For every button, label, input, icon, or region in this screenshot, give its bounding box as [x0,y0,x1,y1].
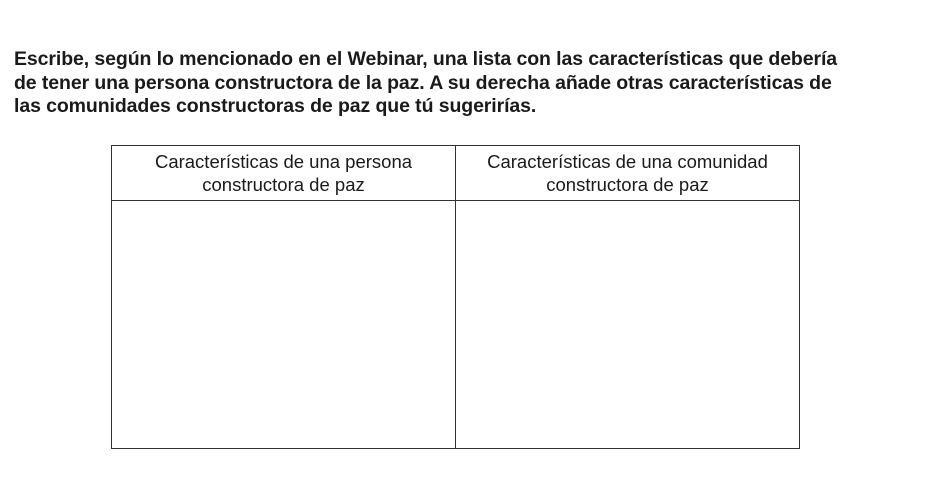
instructions-text [14,48,914,119]
instructions-line: de tener una persona constructora de la paz. A su derecha añade otras características de [14,71,832,94]
header-line: Características de una comunidad [487,151,768,172]
answer-cell-community[interactable] [456,201,800,449]
instructions-line: Escribe, según lo mencionado en el Webinar, una lista con las características que debería [14,48,838,70]
header-community-characteristics [456,146,800,201]
table-header-row [112,146,800,201]
worksheet-table [111,145,800,449]
header-line: constructora de paz [546,174,709,195]
instructions-line: las comunidades constructoras de paz que tú sugerirías. [14,95,537,117]
header-person-characteristics [112,146,456,201]
answer-cell-person[interactable] [112,201,456,449]
header-line: constructora de paz [202,174,365,195]
header-line: Características de una persona [154,151,413,172]
table-row [112,201,800,449]
